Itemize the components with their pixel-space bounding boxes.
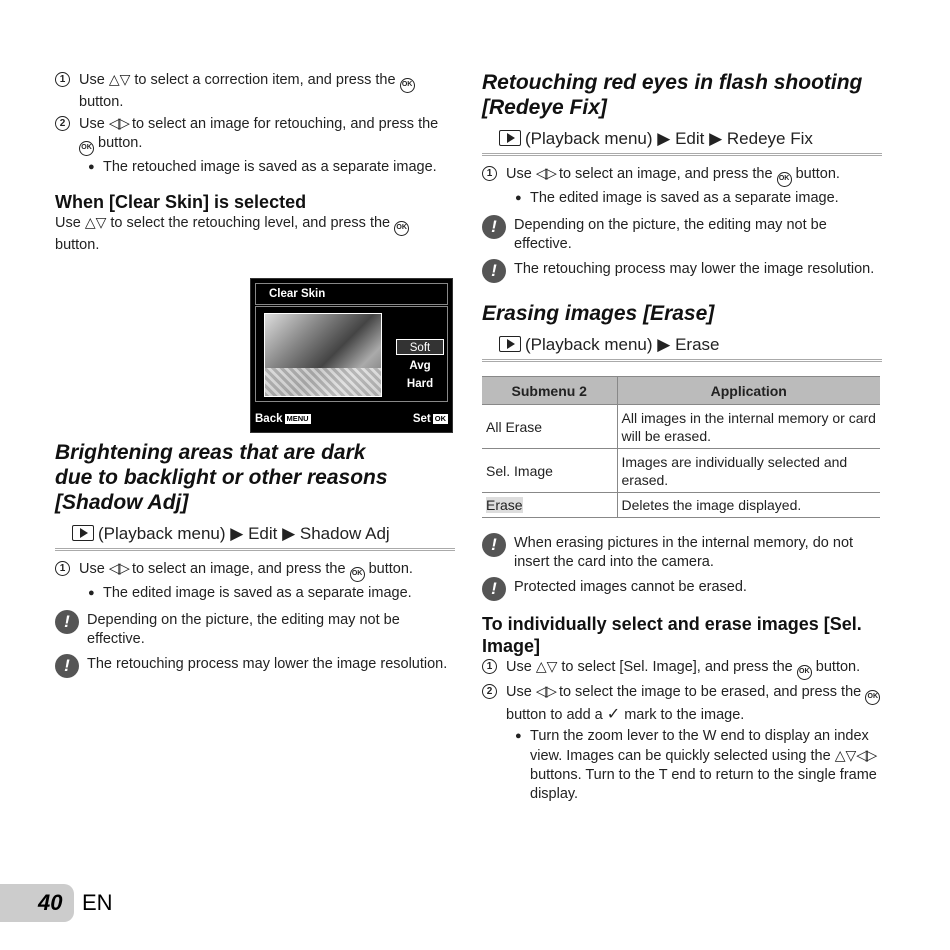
- shadow-adj-heading: Brightening areas that are dark due to backlight or other reasons [Shadow Adj]: [55, 441, 388, 514]
- table-row: [482, 405, 880, 449]
- ok-button-icon: OK: [797, 665, 812, 680]
- menu-tag-icon: MENU: [286, 414, 309, 423]
- redeye-menu-path: (Playback menu) ▶ Edit ▶ Redeye Fix: [482, 128, 882, 156]
- shadow-step-1: 1 Use ◁▷ to select an image, and press the OK button.: [55, 559, 455, 582]
- table-header: Application: [617, 377, 880, 405]
- left-right-arrows-icon: ◁▷: [856, 747, 876, 764]
- page-number: 40: [38, 890, 63, 915]
- table-row: [482, 493, 880, 518]
- screen-back-label: Back MENU: [255, 413, 309, 425]
- option-soft: Soft: [396, 339, 444, 355]
- redeye-heading: Retouching red eyes in flash shooting [Redeye Fix]: [482, 71, 863, 119]
- clear-skin-text: Use △▽ to select the retouching level, and press the OK button.: [55, 213, 455, 255]
- redeye-bullet: ● The edited image is saved as a separate image.: [482, 189, 882, 208]
- playback-icon: [499, 336, 521, 352]
- ok-button-icon: OK: [79, 141, 94, 156]
- redeye-caution-2: ! The retouching process may lower the image resolution.: [482, 260, 882, 279]
- up-down-arrows-icon: △▽: [84, 214, 107, 230]
- step-number: 1: [482, 166, 497, 181]
- option-hard: Hard: [406, 378, 434, 390]
- shadow-menu-path: (Playback menu) ▶ Edit ▶ Shadow Adj: [55, 523, 455, 551]
- check-mark-icon: ✓: [606, 706, 621, 723]
- redeye-caution-1: ! Depending on the picture, the editing may not be effective.: [482, 216, 882, 254]
- left-right-arrows-icon: ◁▷: [108, 560, 128, 577]
- ok-tag-icon: OK: [434, 414, 446, 423]
- ok-button-icon: OK: [400, 78, 415, 93]
- step-number: 1: [55, 72, 70, 87]
- intro-bullet: ● The retouched image is saved as a separate image.: [55, 158, 455, 177]
- intro-step-1: 1 Use △▽ to select a correction item, and press the OK button.: [55, 70, 455, 112]
- table-header-row: [482, 377, 880, 405]
- table-cell: All Erase: [482, 405, 617, 449]
- intro-step-2: 2 Use ◁▷ to select an image for retouching, and press the OK button.: [55, 114, 455, 156]
- playback-icon: [499, 130, 521, 146]
- screen-set-label: Set OK: [412, 413, 446, 425]
- page-number-tab: [0, 884, 74, 922]
- table-row: [482, 449, 880, 493]
- sel-image-bullet: ● Turn the zoom lever to the W end to display an index view. Images can be quickly selected using the △▽◁▷ buttons. Turn to the T end to return to the single frame display.: [482, 727, 882, 804]
- table-cell: Erase: [482, 493, 617, 518]
- ok-button-icon: OK: [394, 221, 409, 236]
- table-header: Submenu 2: [482, 377, 617, 405]
- screen-frame: [255, 306, 448, 402]
- ok-button-icon: OK: [350, 567, 365, 582]
- up-down-arrows-icon: △▽: [834, 747, 857, 763]
- erase-menu-path: (Playback menu) ▶ Erase: [482, 334, 882, 362]
- erase-submenu-table: [482, 376, 880, 518]
- caution-icon: !: [482, 577, 506, 601]
- table-cell: Images are individually selected and erased.: [617, 449, 880, 493]
- table-cell: Sel. Image: [482, 449, 617, 493]
- step-number: 2: [482, 684, 497, 699]
- sel-image-step-2: 2 Use ◁▷ to select the image to be erased, and press the OK button to add a ✓ mark to the image.: [482, 682, 882, 725]
- left-column: [55, 70, 455, 680]
- step-number: 1: [482, 659, 497, 674]
- step-number: 2: [55, 116, 70, 131]
- playback-icon: [72, 525, 94, 541]
- clear-skin-screen: [250, 278, 453, 433]
- table-cell: Deletes the image displayed.: [617, 493, 880, 518]
- caution-icon: !: [482, 215, 506, 239]
- ok-button-icon: OK: [865, 690, 880, 705]
- screen-title: Clear Skin: [255, 283, 448, 305]
- redeye-step-1: 1 Use ◁▷ to select an image, and press the OK button.: [482, 164, 882, 187]
- step-number: 1: [55, 561, 70, 576]
- caution-icon: !: [482, 533, 506, 557]
- caution-icon: !: [55, 610, 79, 634]
- left-right-arrows-icon: ◁▷: [108, 115, 128, 132]
- page-language: EN: [82, 890, 113, 915]
- left-right-arrows-icon: ◁▷: [535, 165, 555, 182]
- caution-icon: !: [482, 259, 506, 283]
- shadow-caution-1: ! Depending on the picture, the editing may not be effective.: [55, 611, 455, 649]
- shadow-bullet: ● The edited image is saved as a separate image.: [55, 584, 455, 603]
- option-avg: Avg: [409, 360, 431, 372]
- right-column: [482, 70, 882, 806]
- clear-skin-heading: When [Clear Skin] is selected: [55, 192, 307, 212]
- sel-image-heading: To individually select and erase images [Sel. Image]: [482, 614, 862, 656]
- table-cell: All images in the internal memory or card will be erased.: [617, 405, 880, 449]
- left-right-arrows-icon: ◁▷: [535, 683, 555, 700]
- erase-heading: Erasing images [Erase]: [482, 302, 715, 325]
- preview-photo: [264, 313, 382, 397]
- erase-caution-2: ! Protected images cannot be erased.: [482, 578, 882, 597]
- caution-icon: !: [55, 654, 79, 678]
- erase-caution-1: ! When erasing pictures in the internal memory, do not insert the card into the camera.: [482, 534, 882, 572]
- shadow-caution-2: ! The retouching process may lower the image resolution.: [55, 655, 455, 674]
- ok-button-icon: OK: [777, 172, 792, 187]
- up-down-arrows-icon: △▽: [535, 658, 558, 674]
- up-down-arrows-icon: △▽: [108, 71, 131, 87]
- sel-image-step-1: 1 Use △▽ to select [Sel. Image], and press the OK button.: [482, 657, 882, 680]
